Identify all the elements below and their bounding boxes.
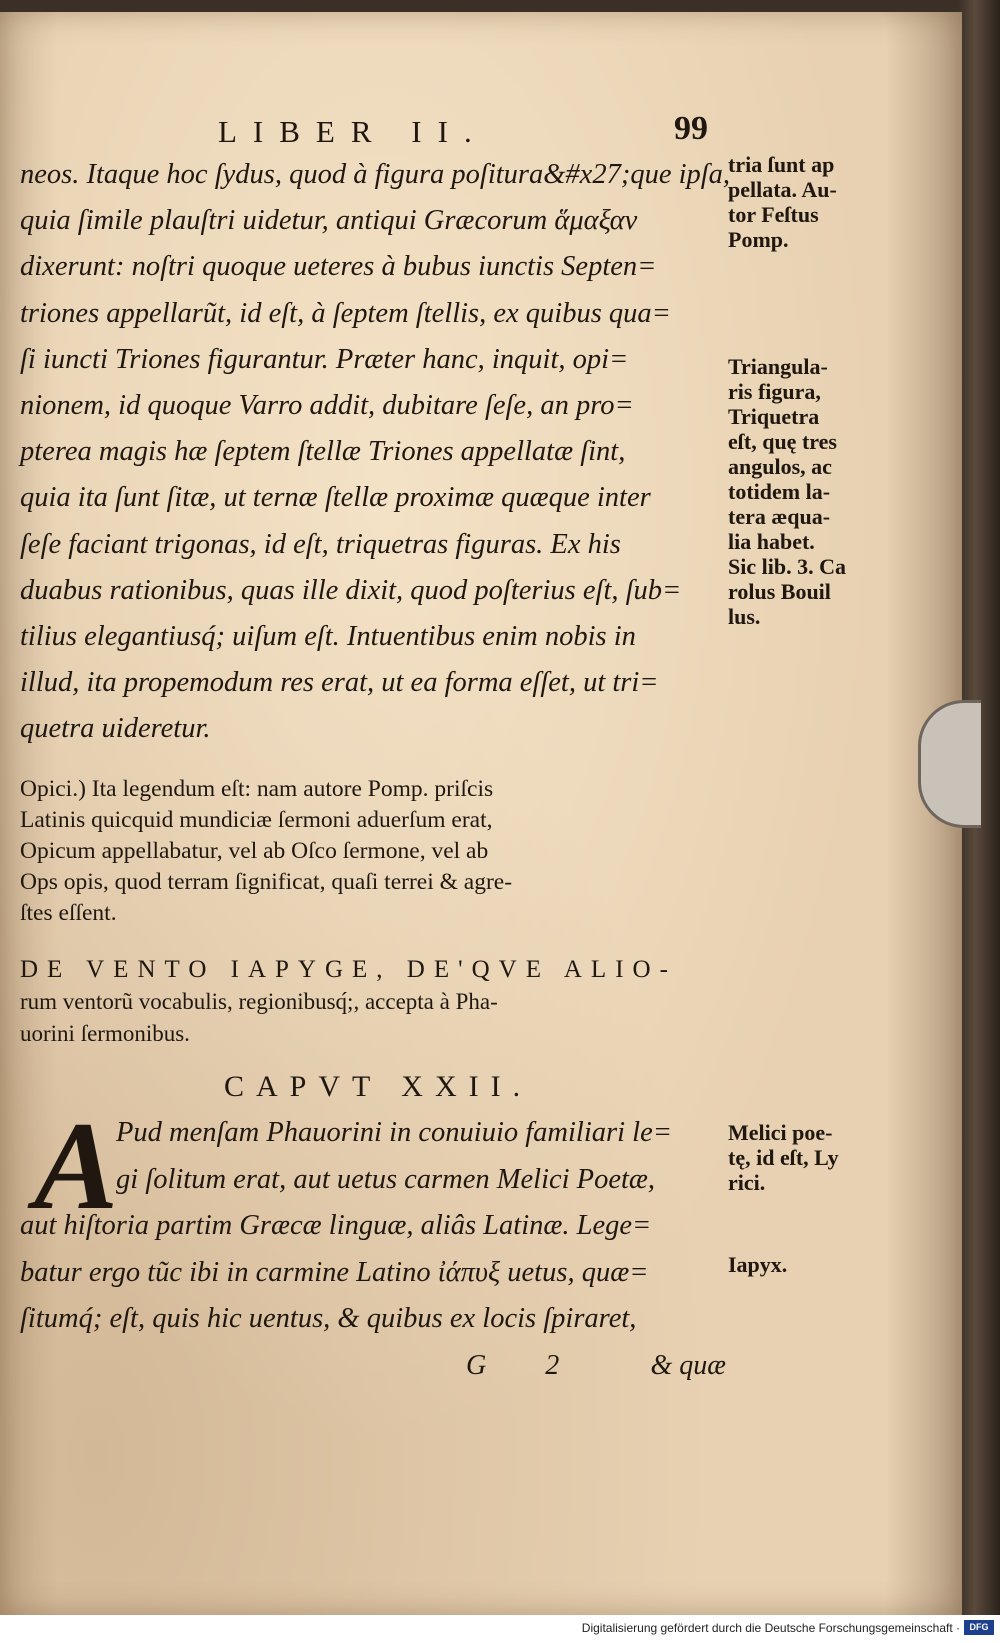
margin-line: Triangula- xyxy=(728,354,828,379)
margin-line: tę, id eſt, Ly xyxy=(728,1145,839,1170)
marginal-note xyxy=(728,354,886,629)
margin-line: tor Feſtus xyxy=(728,202,819,227)
margin-line: lia habet. xyxy=(728,529,815,554)
heading-line: DE VENTO IAPYGE, DE'QVE ALIO- xyxy=(20,956,677,983)
text-line: batur ergo tũc ibi in carmine Latino ἰάπυξ uetus, quæ= xyxy=(20,1256,649,1288)
book-page xyxy=(0,12,962,1615)
footer-bar xyxy=(0,1615,1000,1643)
margin-line: lus. xyxy=(728,604,761,629)
chapter-title: CAPVT XXII. xyxy=(224,1070,533,1103)
text-line: illud, ita propemodum res erat, ut ea forma eſſet, ut tri= xyxy=(20,667,659,699)
running-title: LIBER II. xyxy=(218,114,488,149)
chapter-text xyxy=(20,1097,720,1343)
margin-line: Pomp. xyxy=(728,227,789,252)
text-line: pterea magis hæ ſeptem ſtellæ Triones appellatæ ſint, xyxy=(20,436,626,468)
note-line: Ops opis, quod terram ſignificat, quaſi terrei & agre- xyxy=(20,869,513,895)
note-line: Opicum appellabatur, vel ab Oſco ſermone, vel ab xyxy=(20,838,489,864)
text-line: tilius elegantiusq́; uiſum eſt. Intuentibus enim nobis in xyxy=(20,621,636,653)
margin-line: pellata. Au- xyxy=(728,177,837,202)
text-line: ſeſe faciant trigonas, id eſt, triquetras figuras. Ex his xyxy=(20,528,621,560)
note-line: Latinis quicquid mundiciæ ſermoni aduerſum erat, xyxy=(20,807,493,833)
text-line: nionem, id quoque Varro addit, dubitare ſeſe, an pro= xyxy=(20,390,634,422)
marginal-note xyxy=(728,152,886,252)
funding-credit: Digitalisierung gefördert durch die Deutsche Forschungsgemeinschaft · xyxy=(581,1621,960,1635)
margin-line: Triquetra xyxy=(728,404,820,429)
text-line: neos. Itaque hoc ſydus, quod à figura poſitura&#x27;que ipſa, xyxy=(20,159,731,190)
margin-line: Melici poe- xyxy=(728,1120,833,1145)
margin-line: tria ſunt ap xyxy=(728,152,835,177)
text-line: dixerunt: noſtri quoque ueteres à bubus iunctis Septen= xyxy=(20,251,657,283)
page-number: 99 xyxy=(674,110,708,147)
dfg-logo: DFG xyxy=(964,1620,994,1635)
margin-line: ris figura, xyxy=(728,379,821,404)
main-text xyxy=(20,152,731,753)
note-line: ſtes eſſent. xyxy=(20,900,117,926)
margin-line: Sic lib. 3. Ca xyxy=(728,554,846,579)
text-line: duabus rationibus, quas ille dixit, quod poſterius eſt, ſub= xyxy=(20,574,682,606)
note-line: Opici.) Ita legendum eſt: nam autore Pomp. priſcis xyxy=(20,776,494,802)
text-line: quia ſimile plauſtri uidetur, antiqui Græcorum ἅμαξαν xyxy=(20,205,638,237)
catchwords xyxy=(466,1350,726,1390)
margin-line: Iapyx. xyxy=(728,1252,788,1277)
commentary-note xyxy=(20,774,720,929)
text-line: ſi iuncti Triones figurantur. Præter hanc, inquit, opi= xyxy=(20,343,629,375)
margin-line: rici. xyxy=(728,1170,766,1195)
text-line: gi ſolitum erat, aut uetus carmen Melici Poetæ, xyxy=(116,1163,656,1195)
marginal-note xyxy=(728,1252,886,1277)
signature-mark: G 2 xyxy=(466,1350,586,1381)
chapter-heading xyxy=(20,954,720,1050)
text-line: quia ita ſunt ſitæ, ut ternæ ſtellæ proximæ quæque inter xyxy=(20,482,651,514)
text-line: aut hiſtoria partim Græcæ linguæ, aliâs Latinæ. Lege= xyxy=(20,1210,652,1241)
margin-line: angulos, ac xyxy=(728,454,832,479)
margin-line: rolus Bouil xyxy=(728,579,831,604)
text-line: Pud menſam Phauorini in conuiuio familiari le= xyxy=(116,1117,672,1148)
heading-line: uorini ſermonibus. xyxy=(20,1021,190,1046)
text-line: triones appellarũt, id eſt, à ſeptem ſtellis, ex quibus qua= xyxy=(20,297,671,329)
book-clasp-tab xyxy=(918,700,981,828)
heading-line: rum ventorũ vocabulis, regionibusq́;, accepta à Pha- xyxy=(20,989,498,1014)
margin-line: tera æqua- xyxy=(728,504,831,529)
drop-capital: A xyxy=(34,1097,119,1236)
margin-line: totidem la- xyxy=(728,479,831,504)
margin-line: eſt, quę tres xyxy=(728,429,837,454)
running-head xyxy=(218,110,708,154)
text-line: quetra uideretur. xyxy=(20,713,211,745)
catchword: & quæ xyxy=(650,1350,726,1381)
marginal-note xyxy=(728,1120,886,1195)
text-line: ſitumq́; eſt, quis hic uentus, & quibus ex locis ſpiraret, xyxy=(20,1303,637,1334)
